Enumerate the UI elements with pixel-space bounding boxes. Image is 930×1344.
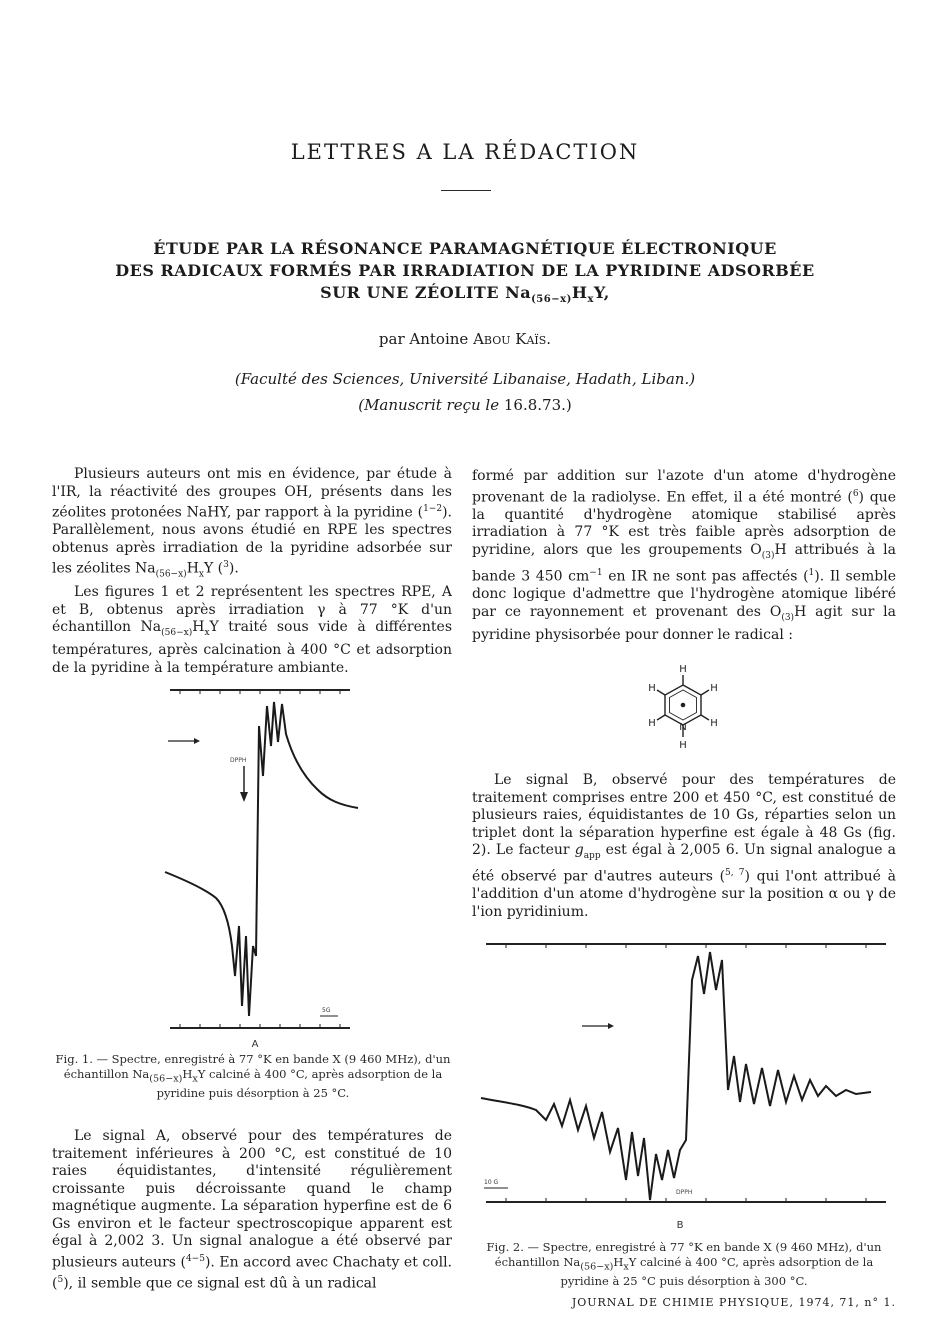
pyridinyl-radical-structure — [638, 660, 728, 756]
body-paragraph-signal-a: Le signal A, observé pour des températures de traitement inférieures à 200 °C, est constitué de 10 raies équidistantes, d'intensité régulièrement croissante puis décroissante quand le champ magnétique augmente. La séparation hyperfine est de 6 Gs environ et le facteur spectroscopique apparent est égal à 2,002 3. Un signal analogue a été observé par plusieurs auteurs ($^{4-5}$). En accord avec Chachaty et coll. ($^5$), il semble que ce signal est dû à un radical — [52, 1128, 452, 1292]
section-title: LETTRES A LA RÉDACTION — [290, 140, 640, 164]
author-byline: par Antoine Abou Kaïs. — [378, 330, 552, 348]
body-paragraph-signal-b: Le signal B, observé pour des températures de traitement comprises entre 200 et 450 °C, est constitué de plusieurs raies, équidistantes de 10 Gs, réparties selon un triplet dont la séparation hyperfine est égale à 48 Gs (fig. 2). Le facteur $g_{app}$ est égal à 2,005 6. Un signal analogue a été observé par d'autres auteurs ($^{5, 7}$) qui l'ont attribué à l'addition d'un atome d'hydrogène sur la position α ou γ de l'ion pyridinium. — [472, 772, 896, 920]
title-divider — [441, 190, 491, 191]
body-paragraph-intro: Plusieurs auteurs ont mis en évidence, par étude à l'IR, la réactivité des groupes OH, présents dans les zéolites protonées NaHY, par rapport à la pyridine ($^{1-2}$). Parallèlement, nous avons étudié en RPE les spectres obtenus après irradiation de la pyridine adsorbée sur les zéolites $Na_{(56-x)}H_xY$ ($^3$). Les figures 1 et 2 représentent les spectres RPE, A et B, obtenus après irradiation γ à 77 °K d'un échantillon $Na_{(56-x)}H_xY$ traité sous vide à différentes températures, après calcination à 400 °C et adsorption de la pyridine à la température ambiante. — [52, 466, 452, 676]
article-title-line-1: ÉTUDE PAR LA RÉSONANCE PARAMAGNÉTIQUE ÉLECTRONIQUE — [153, 239, 777, 258]
article-title-line-3: SUR UNE ZÉOLITE $Na_{(56-x)}H_xY$, — [320, 283, 610, 306]
figure-2-spectrum-b — [476, 940, 896, 1236]
author-affiliation: (Faculté des Sciences, Université Libanaise, Hadath, Liban.) — [234, 370, 696, 388]
fig2-arrow-head-icon — [608, 1023, 614, 1029]
article-title — [60, 238, 870, 311]
atom-h-upper-left: H — [648, 683, 656, 694]
atom-n: N — [679, 722, 687, 733]
fig2-dpph-label: DPPH — [676, 1189, 693, 1196]
fig1-dpph-arrow-icon — [240, 792, 248, 802]
atom-h-upper-right: H — [710, 683, 718, 694]
fig1-arrow-head-icon — [194, 738, 200, 744]
atom-h-lower-left: H — [648, 718, 656, 729]
fig1-dpph-label: DPPH — [230, 757, 247, 764]
fig1-panel-label: A — [251, 1039, 259, 1050]
journal-footer: JOURNAL DE CHIMIE PHYSIQUE, 1974, 71, n° 1. — [571, 1296, 896, 1309]
body-paragraph-figures: Les figures 1 et 2 représentent les spectres RPE, A et B, obtenus après irradiation γ à 77 °K d'un échantillon $Na_{(56-x)}H_xY$ traité sous vide à différentes températures, après calcination à 400 °C et adsorption de la pyridine à la température ambiante. — [52, 584, 452, 676]
fig1-scale-label: 5G — [322, 1007, 331, 1014]
article-title-line-2: DES RADICAUX FORMÉS PAR IRRADIATION DE LA PYRIDINE ADSORBÉE — [115, 261, 815, 280]
body-paragraph-radical: formé par addition sur l'azote d'un atome d'hydrogène provenant de la radiolyse. En effet, il a été montré ($^6$) que la quantité d'hydrogène atomique stabilisé après irradiation à 77 °K est très faible après adsorption de pyridine, alors que les groupements $O_{(3)}H$ attribués à la bande 3 450 $cm^{-1}$ en IR ne sont pas affectés ($^1$). Il semble donc logique d'admettre que l'hydrogène atomique libéré par ce rayonnement et provenant des $O_{(3)}H$ agit sur la pyridine physisorbée pour donner le radical : — [472, 468, 896, 643]
figure-1-caption: Fig. 1. — Spectre, enregistré à 77 °K en bande X (9 460 MHz), d'un échantillon $Na_{(56-x)}H_xY$ calciné à 400 °C, après adsorption de la pyridine puis désorption à 25 °C. — [55, 1052, 451, 1101]
received-date: (Manuscrit reçu le 16.8.73.) — [358, 396, 572, 414]
fig2-scale-label: 10 G — [484, 1179, 499, 1186]
fig1-spectrum-trace — [165, 702, 358, 1016]
fig2-panel-label: B — [676, 1220, 684, 1231]
author-name: Abou Kaïs. — [473, 330, 552, 348]
figure-2-caption: Fig. 2. — Spectre, enregistré à 77 °K en bande X (9 460 MHz), d'un échantillon $Na_{(56-x)}H_xY$ calciné à 400 °C, après adsorption de la pyridine à 25 °C puis désorption à 300 °C. — [486, 1240, 882, 1289]
fig2-spectrum-trace — [481, 952, 871, 1200]
atom-h-bottom: H — [679, 740, 687, 751]
figure-1-spectrum-a — [160, 684, 360, 1054]
atom-h-lower-right: H — [710, 718, 718, 729]
atom-h-top: H — [679, 664, 687, 675]
radical-dot — [681, 703, 686, 708]
